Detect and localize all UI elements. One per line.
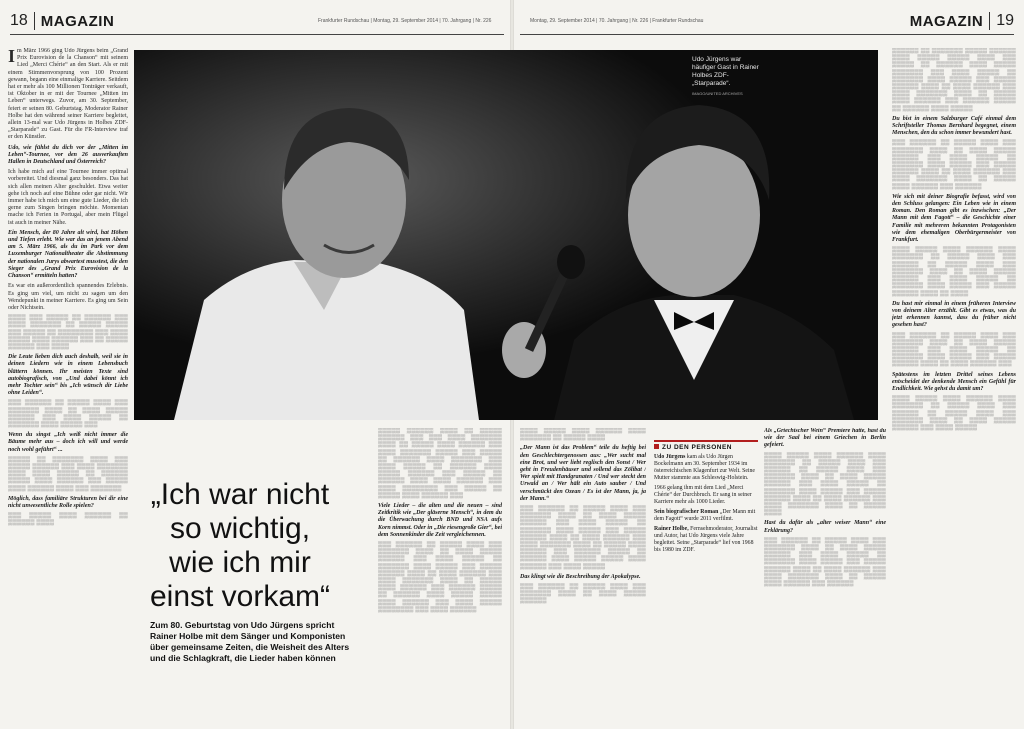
- persons-box-title: [654, 440, 758, 451]
- person-name: Udo Jürgens: [654, 454, 686, 460]
- interview-question: „Der Mann ist das Problem“ teile du heftig bei den Geschlechtergenossen aus: „Wer sucht mal eine Brot, und wer liebt reglisch den Sonst / Wer geht in Freudenhäuser und sollend das Zölibat / Wer spielt mit Handgranaten / Und wer steckt den Urwald an / Wer hält ein Auto sauber / Und verschmückt den Ozean / Es ist der Mann, ja, ja der Mann.“: [520, 445, 646, 502]
- interview-answer: Es war ein außerordentlich spannendes Erlebnis. Es ging um viel, um nicht zu sagen um den Wendepunkt in meiner Karriere. Es ging um Sein oder Nichtsein.: [8, 283, 128, 311]
- body-text-placeholder: ▒▒▒ ▒▒▒▒▒▒ ▒▒ ▒▒▒▒▒ ▒▒▒▒ ▒▒▒ ▒▒▒▒▒▒▒ ▒▒▒▒ ▒▒ ▒▒▒▒ ▒▒▒▒▒ ▒▒▒▒▒▒: [520, 584, 646, 605]
- person-name: Rainer Holbe,: [654, 526, 689, 532]
- body-text-placeholder: ▒▒▒▒▒▒ ▒▒ ▒▒▒▒▒▒▒ ▒▒▒▒▒ ▒▒▒▒▒▒ ▒▒▒▒ ▒▒▒▒▒ ▒▒▒▒▒ ▒▒▒▒ ▒▒▒ ▒▒▒▒▒ ▒▒ ▒▒▒▒▒▒ ▒▒▒▒ ▒▒▒▒▒ ▒▒▒▒▒▒▒ ▒▒▒ ▒▒▒▒ ▒▒▒▒▒ ▒▒ ▒▒▒▒▒▒▒ ▒▒▒▒ ▒▒▒▒▒ ▒▒▒ ▒▒▒▒▒ ▒▒▒▒▒▒ ▒▒▒▒ ▒▒ ▒▒▒▒ ▒▒▒▒▒▒ ▒▒▒ ▒▒▒▒ ▒▒▒▒▒▒▒ ▒▒▒▒ ▒▒ ▒▒▒▒▒ ▒▒▒▒ ▒▒▒▒▒▒ ▒▒▒ ▒▒▒▒▒▒ ▒▒▒▒▒ ▒▒ ▒▒▒▒▒▒ ▒▒▒▒ ▒▒▒▒▒: [892, 48, 1016, 112]
- drop-cap: I: [8, 48, 16, 66]
- persons-info-box: [654, 440, 758, 710]
- person-bio: Fernsehmoderator, Journalist und Autor, hat Udo Jürgens viele Jahre begleitet. Seine „Starparade“ lief von 1968 bis 1980 im ZDF.: [654, 526, 758, 553]
- person-bio: kam als Udo Jürgen Bockelmann am 30. September 1934 im österreichischen Klagenfurt zur Welt. Seine Mutter stammte aus Schleswig-Holstein.: [654, 454, 755, 481]
- page-number-left: 18: [10, 12, 28, 29]
- interview-question: Viele Lieder – die alten und die neuen – sind Zeitkritik wie „Der gläserne Mensch“, in dem du die Überwachung durch BND und NSA aufs Korn nimmst. Oder in „Die riesengroße Gier“, bei dem Sonnenkinder die Zeit vergleichennen.: [378, 503, 502, 538]
- headline-line: so wichtig,: [169, 512, 311, 545]
- interview-photo: [134, 50, 878, 420]
- interview-question: Spätestens im letzten Drittel seines Lebens entscheidet der denkende Mensch ein Gefühl für Endlichkeit. Wie gehst du damit um?: [892, 371, 1016, 392]
- left-page-header: [10, 10, 114, 32]
- photo-caption-text: Udo Jürgens war häufiger Gast in Rainer Holbes ZDF-„Starparade“.: [692, 56, 759, 87]
- bullet-square-icon: [654, 444, 659, 449]
- interview-question: Wie sich mit deiner Biografie befasst, wird von den Schluss gelangen: Ein Leben wie in einem Roman. Den Roman gibt es inzwischen: „Der Mann mit dem Fagott“ – die Geschichte einer Familie mit mehreren bekannten Protagonisten wie dem ehemaligen Oberbürgermeister von Frankfurt.: [892, 193, 1016, 244]
- header-rule-right: [520, 34, 1014, 35]
- body-text-placeholder: ▒▒▒ ▒▒▒▒▒▒ ▒▒ ▒▒▒▒▒ ▒▒▒▒ ▒▒▒ ▒▒▒▒▒▒▒ ▒▒▒▒ ▒▒ ▒▒▒▒ ▒▒▒▒▒ ▒▒▒▒▒▒ ▒▒▒ ▒▒▒▒ ▒▒▒▒▒ ▒▒ ▒▒▒▒▒▒▒ ▒▒▒▒ ▒▒▒▒▒ ▒▒▒: [8, 400, 128, 428]
- body-text-placeholder: ▒▒▒ ▒▒▒▒▒ ▒▒▒▒ ▒▒▒▒▒▒ ▒▒ ▒▒▒▒▒▒ ▒▒▒▒: [8, 513, 128, 527]
- page-number-right: 19: [996, 12, 1014, 29]
- body-text-placeholder: ▒▒▒ ▒▒▒▒▒▒ ▒▒ ▒▒▒▒▒ ▒▒▒▒ ▒▒▒ ▒▒▒▒▒▒▒ ▒▒▒▒ ▒▒ ▒▒▒▒ ▒▒▒▒▒ ▒▒▒▒▒▒ ▒▒▒ ▒▒▒▒ ▒▒▒▒▒ ▒▒ ▒▒▒▒▒▒▒ ▒▒▒▒ ▒▒▒▒▒ ▒▒▒ ▒▒▒▒▒ ▒▒▒▒▒▒ ▒▒▒▒ ▒▒ ▒▒▒▒ ▒▒▒▒▒▒ ▒▒▒ ▒▒▒▒ ▒▒▒▒▒▒▒ ▒▒▒▒ ▒▒ ▒▒▒▒▒ ▒▒▒▒ ▒▒▒▒▒▒ ▒▒▒ ▒▒▒▒▒▒: [764, 537, 886, 588]
- section-title-right: MAGAZIN: [909, 12, 984, 30]
- interview-question: Udo, wie fühlst du dich vor der „Mitten im Leben“-Tournee, vor den 26 ausverkauften Hallen in Deutschland und Österreich?: [8, 144, 128, 166]
- body-text-placeholder: ▒▒▒▒ ▒▒▒▒▒ ▒▒▒▒ ▒▒▒▒▒▒ ▒▒▒▒ ▒▒▒▒▒▒▒ ▒▒ ▒▒▒▒▒ ▒▒▒▒ ▒▒▒ ▒▒▒▒▒▒ ▒▒ ▒▒▒▒▒ ▒▒▒▒ ▒▒▒ ▒▒▒▒▒▒▒ ▒▒▒▒ ▒▒ ▒▒▒▒ ▒▒▒▒▒ ▒▒▒▒▒▒ ▒▒▒ ▒▒▒▒ ▒▒▒▒▒: [892, 396, 1016, 431]
- column-6: [764, 428, 886, 723]
- interview-question: Die Leute lieben dich auch deshalb, weil sie in deinen Liedern wie in einem Lebensbuch blättern können. Ihr meisten Texte sind autobiografisch, von „Und dabei könnt ich mehr Tochter sein“ bis „Ich wünsch dir Liebe ohne Leiden“.: [8, 354, 128, 397]
- interview-question: Hast du dafür als „alter weiser Mann“ eine Erklärung?: [764, 520, 886, 534]
- interview-question: Du hast mir einmal in einem früheren Interview von deinem Alter erzählt. Gibt es etwas, was du jetzt erkennen kannst, dass du früher nicht gesehen hast?: [892, 300, 1016, 329]
- interview-question: Du bist in einem Salzburger Café einmal dem Schriftsteller Thomas Bernhard begegnet, einem Menschen, den du schon immer bewundert hast.: [892, 115, 1016, 137]
- right-page-header: [910, 10, 1014, 32]
- interview-question: Als „Griechischer Wein“ Premiere hatte, hast du wie der Saal bei einem Griechen in Berlin gefeiert.: [764, 428, 886, 449]
- issue-meta-right: Montag, 29. September 2014 | 70. Jahrgang | Nr. 226 | Frankfurter Rundschau: [530, 18, 704, 24]
- article-headline: [140, 478, 340, 614]
- photo-caption: [692, 56, 762, 98]
- body-text-placeholder: ▒▒▒ ▒▒▒▒▒▒ ▒▒ ▒▒▒▒▒ ▒▒▒▒ ▒▒▒ ▒▒▒▒▒▒▒ ▒▒▒▒ ▒▒ ▒▒▒▒ ▒▒▒▒▒ ▒▒▒▒▒▒ ▒▒▒ ▒▒▒▒ ▒▒▒▒▒ ▒▒ ▒▒▒▒▒▒▒ ▒▒▒▒ ▒▒▒▒▒ ▒▒▒ ▒▒▒▒▒ ▒▒▒▒▒▒ ▒▒▒▒ ▒▒ ▒▒▒▒ ▒▒▒▒▒▒ ▒▒▒ ▒▒▒▒ ▒▒▒▒▒▒▒ ▒▒▒▒ ▒▒ ▒▒▒▒▒ ▒▒▒▒ ▒▒▒▒▒▒ ▒▒▒ ▒▒▒▒▒▒ ▒▒▒▒▒ ▒▒ ▒▒▒▒▒▒ ▒▒▒▒ ▒▒▒▒▒ ▒▒▒▒▒ ▒▒▒▒ ▒▒▒▒▒▒ ▒▒▒ ▒▒▒▒ ▒▒▒▒▒: [520, 506, 646, 570]
- persons-title-text: ZU DEN PERSONEN: [662, 444, 732, 451]
- section-title-left: MAGAZIN: [40, 12, 115, 30]
- column-intro: [8, 48, 128, 723]
- body-text-placeholder: ▒▒▒ ▒▒▒▒▒▒ ▒▒ ▒▒▒▒▒ ▒▒▒▒ ▒▒▒ ▒▒▒▒▒▒▒ ▒▒▒▒ ▒▒ ▒▒▒▒ ▒▒▒▒▒ ▒▒▒▒▒▒ ▒▒▒ ▒▒▒▒ ▒▒▒▒▒ ▒▒ ▒▒▒▒▒▒▒ ▒▒▒▒ ▒▒▒▒▒ ▒▒▒ ▒▒▒▒▒ ▒▒▒▒▒▒ ▒▒▒▒ ▒▒ ▒▒▒▒ ▒▒▒▒▒▒ ▒▒▒ ▒▒▒▒ ▒▒▒▒▒▒▒ ▒▒▒▒ ▒▒ ▒▒▒▒▒ ▒▒▒▒ ▒▒▒▒▒▒ ▒▒▒ ▒▒▒▒▒▒: [892, 140, 1016, 190]
- headline-line: wie ich mir: [169, 546, 311, 579]
- person-bio: „Der Mann mit dem Fagott“ wurde 2011 verfilmt.: [654, 509, 756, 522]
- body-text-placeholder: ▒▒▒▒▒ ▒▒▒▒▒▒ ▒▒▒▒ ▒▒ ▒▒▒▒▒ ▒▒▒▒▒▒ ▒▒▒ ▒▒▒ ▒▒▒▒ ▒▒▒▒▒▒▒ ▒▒▒▒ ▒▒ ▒▒▒▒▒ ▒▒▒▒ ▒▒▒▒▒▒ ▒▒▒ ▒▒▒▒ ▒▒▒▒▒▒▒ ▒▒▒▒▒ ▒▒▒ ▒▒▒▒▒ ▒▒ ▒▒▒▒▒▒ ▒▒▒▒ ▒▒▒▒▒▒▒ ▒▒▒ ▒▒▒▒ ▒▒▒▒▒ ▒▒ ▒▒▒▒▒▒ ▒▒▒▒ ▒▒▒▒▒ ▒▒▒▒▒▒ ▒▒▒ ▒▒▒▒▒ ▒▒ ▒▒▒▒▒▒ ▒▒▒▒ ▒▒▒▒ ▒▒▒▒▒▒ ▒▒▒ ▒▒▒▒ ▒▒▒▒▒▒▒▒ ▒▒▒ ▒▒▒▒▒ ▒▒ ▒▒▒▒▒ ▒▒▒▒ ▒▒▒▒▒▒ ▒▒▒: [378, 428, 502, 499]
- headline-line: einst vorkam“: [149, 580, 331, 613]
- header-divider: [34, 12, 35, 30]
- column-3: [378, 428, 502, 723]
- interview-question: Das klingt wie die Beschreibung der Apokalypse.: [520, 573, 641, 580]
- header-rule-left: [10, 34, 504, 35]
- issue-meta-left: Frankfurter Rundschau | Montag, 29. September 2014 | 70. Jahrgang | Nr. 226: [318, 18, 492, 24]
- article-deck: Zum 80. Geburtstag von Udo Jürgens spricht Rainer Holbe mit dem Sänger und Komponisten über gemeinsame Zeiten, die Weisheit des Alters und die Schlagkraft, die Lieder haben können: [150, 620, 350, 663]
- interview-question: Möglich, dass familiäre Strukturen bei dir eine nicht unwesentliche Rolle spielen?: [8, 495, 128, 509]
- body-text-placeholder: ▒▒▒▒ ▒▒▒ ▒▒▒▒▒ ▒▒ ▒▒▒▒▒▒ ▒▒▒ ▒▒▒▒ ▒▒▒▒▒▒▒ ▒▒ ▒▒▒▒▒ ▒▒▒▒▒ ▒▒▒ ▒▒▒▒▒ ▒▒ ▒▒▒▒▒▒▒▒ ▒▒▒ ▒▒▒▒ ▒▒▒▒▒ ▒▒▒▒ ▒▒▒▒▒▒ ▒▒▒ ▒▒ ▒▒▒▒▒ ▒▒▒▒▒▒ ▒▒▒ ▒▒▒▒: [8, 315, 128, 350]
- body-text-placeholder: ▒▒▒ ▒▒▒▒▒▒ ▒▒ ▒▒▒▒▒ ▒▒▒▒ ▒▒▒ ▒▒▒▒▒▒▒ ▒▒▒▒ ▒▒ ▒▒▒▒ ▒▒▒▒▒ ▒▒▒▒▒▒ ▒▒▒ ▒▒▒▒ ▒▒▒▒▒ ▒▒ ▒▒▒▒▒▒▒ ▒▒▒▒ ▒▒▒▒▒ ▒▒▒ ▒▒▒▒▒ ▒▒▒▒▒▒ ▒▒▒▒ ▒▒ ▒▒▒▒ ▒▒▒▒▒▒ ▒▒▒ ▒▒▒▒ ▒▒▒▒▒▒▒ ▒▒▒▒ ▒▒ ▒▒▒▒▒ ▒▒▒▒ ▒▒▒▒▒▒ ▒▒▒ ▒▒▒▒▒▒ ▒▒▒▒▒ ▒▒ ▒▒▒▒▒▒ ▒▒▒▒ ▒▒▒▒▒ ▒▒▒▒▒ ▒▒▒▒ ▒▒▒▒▒▒ ▒▒▒ ▒▒▒▒ ▒▒▒▒▒ ▒▒▒▒▒▒▒▒ ▒▒▒ ▒▒▒▒ ▒▒▒▒▒▒: [378, 542, 502, 613]
- body-text-placeholder: ▒▒▒ ▒▒▒▒▒▒ ▒▒ ▒▒▒▒▒ ▒▒▒▒ ▒▒▒ ▒▒▒▒▒▒▒ ▒▒▒▒ ▒▒ ▒▒▒▒ ▒▒▒▒▒ ▒▒▒▒▒▒ ▒▒▒ ▒▒▒▒ ▒▒▒▒▒ ▒▒ ▒▒▒▒▒▒▒ ▒▒▒▒ ▒▒▒▒▒ ▒▒▒ ▒▒▒▒▒ ▒▒▒▒▒▒ ▒▒▒▒ ▒▒ ▒▒▒▒ ▒▒▒▒▒▒ ▒▒▒: [892, 332, 1016, 368]
- body-text-placeholder: ▒▒▒▒ ▒▒▒▒▒ ▒▒▒▒ ▒▒▒▒▒▒ ▒▒▒▒ ▒▒▒▒▒▒▒ ▒▒ ▒▒▒▒▒ ▒▒▒▒ ▒▒▒ ▒▒▒▒▒▒ ▒▒ ▒▒▒▒▒ ▒▒▒▒ ▒▒▒ ▒▒▒▒▒▒▒ ▒▒▒▒ ▒▒ ▒▒▒▒ ▒▒▒▒▒ ▒▒▒▒▒▒ ▒▒▒ ▒▒▒▒ ▒▒▒▒▒ ▒▒ ▒▒▒▒▒▒▒ ▒▒▒▒ ▒▒▒▒▒ ▒▒▒ ▒▒▒▒▒ ▒▒▒▒▒▒ ▒▒▒▒ ▒▒ ▒▒▒▒: [892, 247, 1016, 297]
- photo-illustration: [134, 50, 878, 420]
- column-4: [520, 428, 646, 723]
- header-divider: [989, 12, 990, 30]
- interview-question: Ein Mensch, der 80 Jahre alt wird, hat Höhen und Tiefen erlebt. Wie war das an jenem Abend am 5. März 1966, als du im Park vor dem Luxemburger Nationaltheater die Abstimmung der nationalen Jurys abwartest musstest, die den Sieger des „Grand Prix Eurovision de la Chanson“ ermitteln hatten?: [8, 229, 128, 280]
- headline-line: „Ich war nicht: [150, 478, 330, 511]
- interview-question: Wenn du singst „Ich weiß nicht immer die Bäume mehr aus – doch ich will und werde noch wohl geführt“ ...: [8, 432, 128, 453]
- person-bio: 1966 gelang ihm mit dem Lied „Merci Chérie“ der Durchbruch. Er sang in seiner Karriere mehr als 1000 Lieder.: [654, 485, 752, 505]
- person-name: Sein biografischer Roman: [654, 509, 719, 515]
- interview-answer: Ich habe mich auf eine Tournee immer optimal vorbereitet. Und diesmal ganz besonders. Das hat sich allen meinen Alter geschuldet. Etwa weiter gehe ich noch auf eine Bühne oder gar nicht. Wir immer habe ich mich um eine gute Lieder, die ich gerne zum Singen bringen möchte. Momentan mache ich Ferien in Portugal, aber mein Flügel ist auch in meiner Nähe.: [8, 169, 128, 226]
- intro-text: m März 1966 ging Udo Jürgens beim „Grand Prix Eurovision de la Chanson“ mit seinem Lied „Merci Chérie“ an den Start. Als er mit einem Stimmenvorsprung von 100 Prozent gewann, begann eine einmalige Karriere. Seitdem hat er mehr als 100 Millionen Tonträger verkauft, ist Oktober in er mit der Tournee „Mitten im Leben“ unterwegs. Zuvor, am 30. September, feiert er seinen 80. Geburtstag. Moderator Rainer Holbe hat den während seiner Karriere begleitet, allein 13-mal war Udo Jürgens in Holbes ZDF-„Starparade“ zu Gast. Für die FR-Interview traf er den Künstler.: [8, 48, 128, 141]
- photo-credit: IMAGO/UNITED ARCHIVES: [692, 91, 743, 96]
- body-text-placeholder: ▒▒▒▒▒ ▒▒ ▒▒▒▒▒▒▒ ▒▒▒▒ ▒▒▒ ▒▒▒▒▒ ▒▒▒▒▒▒ ▒▒▒ ▒▒▒▒ ▒▒▒▒▒▒▒ ▒▒▒▒ ▒▒▒▒ ▒▒▒▒▒ ▒▒ ▒▒▒▒▒▒ ▒▒▒▒▒ ▒▒▒▒ ▒▒▒▒▒▒ ▒▒▒ ▒▒▒▒▒ ▒▒▒▒ ▒▒▒▒▒▒ ▒▒▒▒ ▒▒▒ ▒▒▒▒▒▒▒: [8, 456, 128, 492]
- body-text-placeholder: ▒▒▒▒ ▒▒▒▒▒ ▒▒▒▒ ▒▒▒▒▒▒ ▒▒▒▒ ▒▒▒▒▒▒▒ ▒▒ ▒▒▒▒▒ ▒▒▒▒ ▒▒▒ ▒▒▒▒▒▒ ▒▒ ▒▒▒▒▒ ▒▒▒▒ ▒▒▒ ▒▒▒▒▒▒▒ ▒▒▒▒ ▒▒ ▒▒▒▒ ▒▒▒▒▒ ▒▒▒▒▒▒ ▒▒▒ ▒▒▒▒ ▒▒▒▒▒ ▒▒ ▒▒▒▒▒▒▒ ▒▒▒▒ ▒▒▒▒▒ ▒▒▒ ▒▒▒▒▒ ▒▒▒▒▒▒ ▒▒▒▒ ▒▒ ▒▒▒▒ ▒▒▒▒▒▒ ▒▒▒ ▒▒▒▒ ▒▒▒▒▒▒▒ ▒▒▒▒ ▒▒ ▒▒▒▒▒ ▒▒▒▒: [764, 452, 886, 517]
- body-text-placeholder: ▒▒▒▒ ▒▒▒▒▒ ▒▒▒▒ ▒▒▒▒▒▒ ▒▒▒▒ ▒▒▒▒▒▒▒ ▒▒ ▒▒▒▒▒ ▒▒▒▒: [520, 428, 646, 442]
- column-far-right: [892, 48, 1016, 723]
